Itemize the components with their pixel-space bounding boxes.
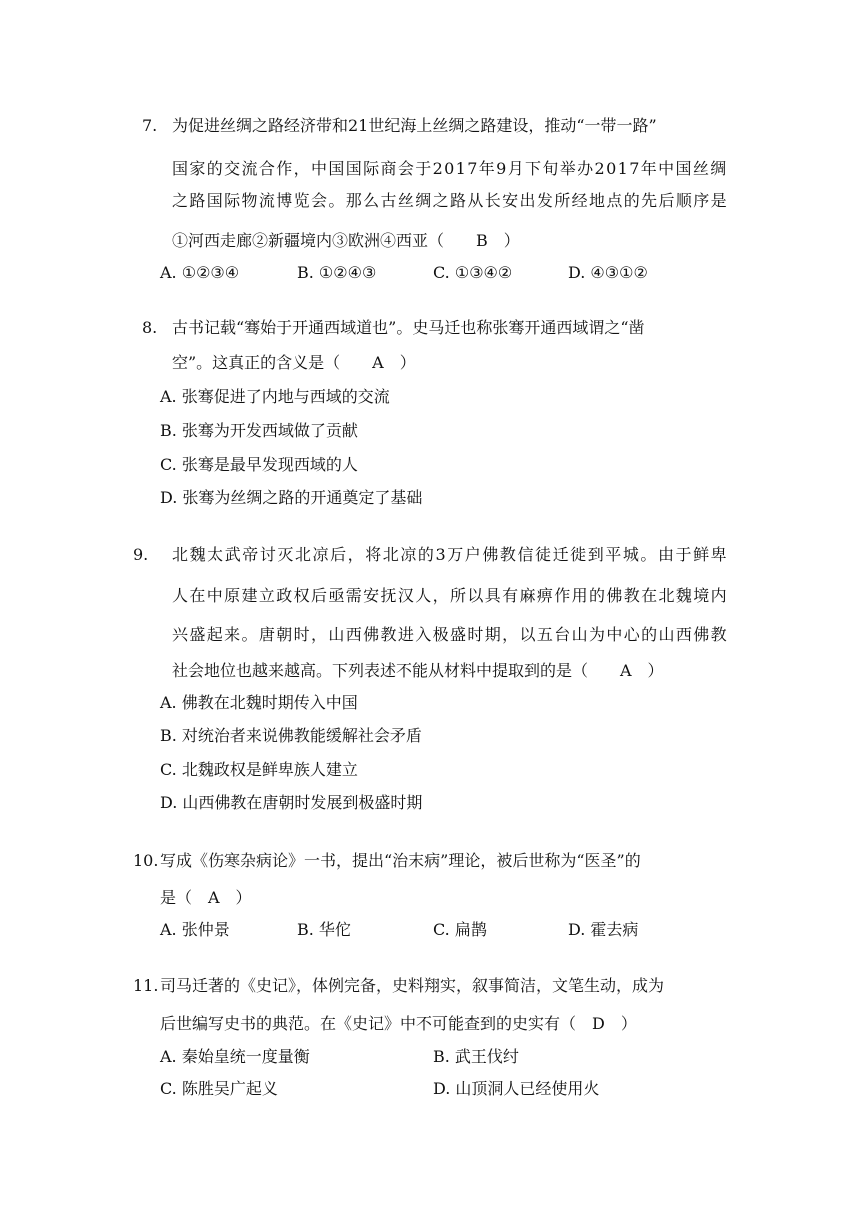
question-text-line: 空”。这真正的含义是（ A ） xyxy=(172,353,416,372)
option-c: C. ①③④② xyxy=(433,263,513,282)
question-text-line: 之路国际物流博览会。那么古丝绸之路从长安出发所经地点的先后顺序是 xyxy=(172,191,729,210)
option-b: B. 华佗 xyxy=(297,920,351,939)
option-d: D. 霍去病 xyxy=(568,920,639,939)
question-text-line: 国家的交流合作，中国国际商会于2017年9月下旬举办2017年中国丝绸 xyxy=(172,159,728,178)
option-d: D. ④③①② xyxy=(568,263,648,282)
question-number: 11. xyxy=(133,976,159,995)
question-number: 9. xyxy=(133,545,149,564)
option-c: C. 扁鹊 xyxy=(433,920,487,939)
option-d: D. 山西佛教在唐朝时发展到极盛时期 xyxy=(160,793,423,812)
option-b: B. 武王伐纣 xyxy=(433,1047,519,1066)
option-a: A. 佛教在北魏时期传入中国 xyxy=(160,693,358,712)
option-b: B. 对统治者来说佛教能缓解社会矛盾 xyxy=(160,726,422,745)
question-number: 10. xyxy=(133,851,159,870)
question-text-line: 兴盛起来。唐朝时，山西佛教进入极盛时期，以五台山为中心的山西佛教 xyxy=(172,625,729,644)
question-text-line: 写成《伤寒杂病论》一书，提出“治末病”理论，被后世称为“医圣”的 xyxy=(160,851,641,870)
option-a: A. 秦始皇统一度量衡 xyxy=(160,1047,310,1066)
question-text-line: ①河西走廊②新疆境内③欧洲④西亚（ B ） xyxy=(172,231,520,250)
option-b: B. 张骞为开发西域做了贡献 xyxy=(160,421,358,440)
question-text-line: 是（ A ） xyxy=(160,888,252,907)
option-c: C. 北魏政权是鲜卑族人建立 xyxy=(160,760,358,779)
question-number: 7. xyxy=(142,116,158,135)
option-a: A. 张骞促进了内地与西域的交流 xyxy=(160,387,390,406)
option-a: A. 张仲景 xyxy=(160,920,230,939)
option-d: D. 张骞为丝绸之路的开通奠定了基础 xyxy=(160,488,423,507)
question-text-line: 社会地位也越来越高。下列表述不能从材料中提取到的是（ A ） xyxy=(172,661,664,680)
question-text-line: 为促进丝绸之路经济带和21世纪海上丝绸之路建设，推动“一带一路” xyxy=(172,116,657,135)
question-text-line: 古书记载“骞始于开通西域道也”。史马迁也称张骞开通西域谓之“凿 xyxy=(172,318,645,337)
question-text-line: 人在中原建立政权后亟需安抚汉人，所以具有麻痹作用的佛教在北魏境内 xyxy=(172,586,729,605)
option-b: B. ①②④③ xyxy=(297,263,377,282)
option-c: C. 陈胜吴广起义 xyxy=(160,1079,278,1098)
question-text-line: 北魏太武帝讨灭北凉后，将北凉的3万户佛教信徒迁徙到平城。由于鲜卑 xyxy=(172,545,729,564)
question-text-line: 司马迁著的《史记》，体例完备，史料翔实，叙事简洁，文笔生动，成为 xyxy=(160,976,665,995)
option-c: C. 张骞是最早发现西域的人 xyxy=(160,455,358,474)
question-number: 8. xyxy=(142,318,158,337)
option-d: D. 山顶洞人已经使用火 xyxy=(433,1079,600,1098)
option-a: A. ①②③④ xyxy=(160,263,240,282)
question-text-line: 后世编写史书的典范。在《史记》中不可能查到的史实有（ D ） xyxy=(160,1014,637,1033)
